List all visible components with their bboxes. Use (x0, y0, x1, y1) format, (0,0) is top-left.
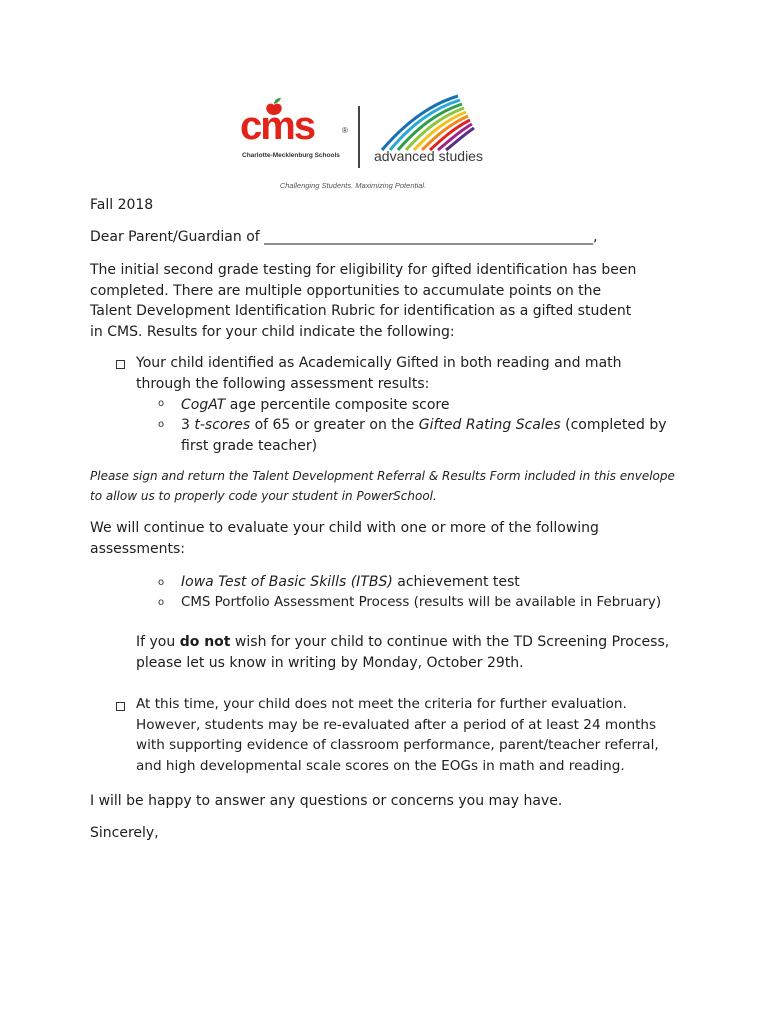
empty-checkbox-icon (116, 360, 125, 369)
salutation (90, 227, 598, 248)
signoff: Sincerely, (90, 825, 159, 841)
cms-advanced-studies-logo (230, 92, 483, 200)
option1-item-cogat: CogAT age percentile composite score (181, 397, 450, 413)
sign-return-note: Please sign and return the Talent Development Referral & Results Form included in this envelope to allow us to properly code your student in PowerSchool. (90, 469, 675, 503)
rainbow-arc-icon (376, 92, 476, 154)
hollow-o-bullet-icon: o (158, 419, 165, 430)
assessment-portfolio: CMS Portfolio Assessment Process (results will be available in February) (181, 595, 662, 610)
closing-line: I will be happy to answer any questions or concerns you may have. (90, 793, 563, 809)
letter-date: Fall 2018 (90, 197, 154, 213)
empty-checkbox-icon (116, 702, 125, 711)
logo-divider (358, 106, 360, 168)
option1-item-tscores: 3 t-scores of 65 or greater on the Gifted Rating Scales (completed by first grade teacher) (181, 417, 667, 454)
logo-tagline: Challenging Students. Maximizing Potential. (279, 181, 427, 190)
hollow-o-bullet-icon: o (158, 398, 165, 409)
hollow-o-bullet-icon: o (158, 597, 165, 608)
salutation-prefix: Dear Parent/Guardian of (90, 229, 260, 245)
intro-paragraph: The initial second grade testing for eligibility for gifted identification has been completed. There are multiple opportunities to accumulate points on the Talent Development Identification Rubric for identification as a gifted student in CMS. Results for your child indicate the following: (90, 262, 637, 340)
option2-text: At this time, your child does not meet the criteria for further evaluation. However, students may be re-evaluated after a period of at least 24 months with supporting evidence of classroom performance, parent/teacher referral, and high developmental scale scores on the EOGs in math and reading. (136, 696, 659, 774)
cms-wordmark: cms (240, 104, 315, 148)
opt-out-paragraph: If you do not wish for your child to continue with the TD Screening Process, please let us know in writing by Monday, October 29th. (136, 634, 670, 671)
district-name: Charlotte-Mecklenburg Schools (242, 152, 340, 159)
assessment-itbs: Iowa Test of Basic Skills (ITBS) achievement test (181, 574, 520, 590)
registered-mark: ® (342, 126, 348, 135)
option1-text: Your child identified as Academically Gifted in both reading and math through the following assessment results: (136, 355, 622, 392)
program-name: advanced studies (374, 148, 483, 164)
continue-paragraph: We will continue to evaluate your child with one or more of the following assessments: (90, 520, 599, 557)
hollow-o-bullet-icon: o (158, 577, 165, 588)
salutation-blank: _______________________________________________, (264, 229, 598, 245)
